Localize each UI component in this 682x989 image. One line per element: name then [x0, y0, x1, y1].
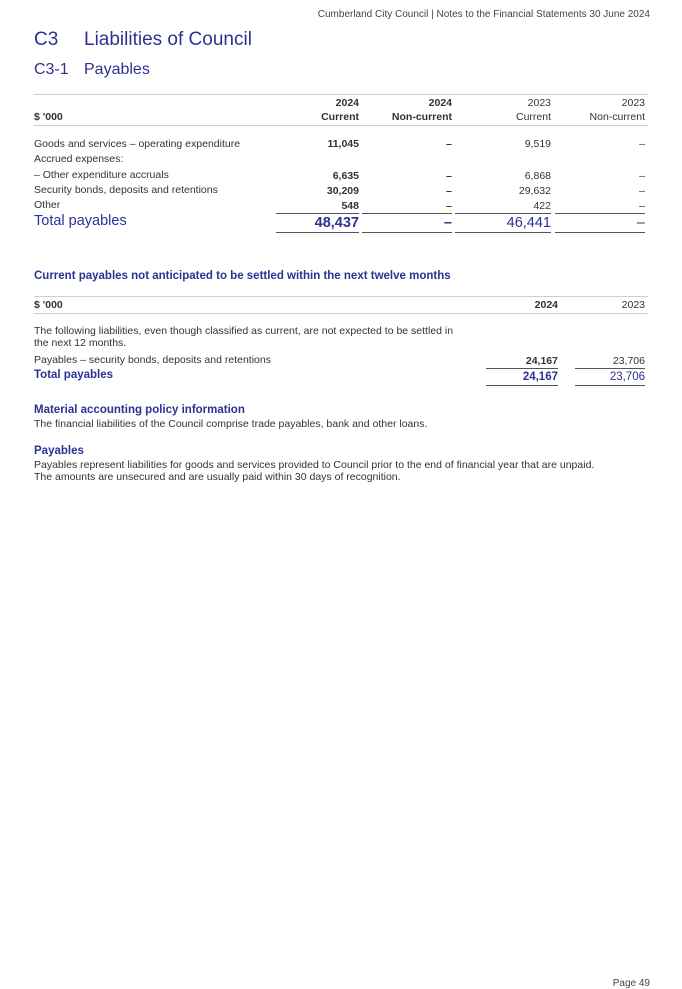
table-cell: – — [639, 138, 645, 150]
policy-text: The financial liabilities of the Council comprise trade payables, bank and other loans. — [34, 418, 428, 430]
not-settled-subtotal-rule — [486, 368, 558, 369]
col-2024-current-year: 2024 — [335, 97, 359, 109]
subtotal-rule — [455, 213, 551, 214]
not-settled-col-2023: 2023 — [621, 299, 645, 311]
col-2023-current-label: Current — [515, 111, 551, 123]
total-payables-label: Total payables — [34, 213, 127, 229]
page-number: Page 49 — [612, 978, 650, 989]
not-settled-title: Current payables not anticipated to be settled within the next twelve months — [34, 270, 451, 282]
total-cell: – — [636, 215, 645, 231]
not-settled-unit: $ '000 — [34, 299, 63, 311]
not-settled-intro-line1: The following liabilities, even though classified as current, are not expected to be settled in — [34, 325, 454, 337]
table-unit-label: $ '000 — [34, 111, 63, 123]
not-settled-header-rule — [34, 313, 648, 314]
not-settled-subtotal-rule — [575, 368, 645, 369]
payables-note-line1: Payables represent liabilities for goods and services provided to Council prior to the end of financial year that are unpaid. — [34, 459, 595, 471]
table-cell: 30,209 — [326, 185, 359, 197]
subsection-number: C3-1 — [34, 61, 69, 78]
not-settled-intro — [34, 325, 453, 349]
subtotal-rule — [555, 213, 645, 214]
page-header: Cumberland City Council | Notes to the Financial Statements 30 June 2024 — [317, 9, 650, 20]
table-cell: 9,519 — [524, 138, 551, 150]
table-cell: 548 — [341, 200, 359, 212]
not-settled-row-label: Payables – security bonds, deposits and retentions — [34, 354, 271, 366]
table-cell: 6,635 — [332, 170, 359, 182]
total-cell: 46,441 — [506, 215, 551, 231]
table-header-rule — [34, 125, 648, 126]
total-rule — [362, 232, 452, 233]
subtotal-rule — [276, 213, 359, 214]
policy-title: Material accounting policy information — [34, 404, 245, 416]
not-settled-total-rule — [575, 385, 645, 386]
table-cell: 29,632 — [518, 185, 551, 197]
total-rule — [555, 232, 645, 233]
payables-note-title: Payables — [34, 445, 84, 457]
subsection-heading — [34, 61, 150, 79]
section-title: Liabilities of Council — [84, 29, 252, 50]
subsection-title: Payables — [84, 61, 150, 78]
not-settled-row-2023: 23,706 — [612, 355, 645, 367]
table-row-label: Goods and services – operating expenditure — [34, 138, 241, 150]
table-row-label: – Other expenditure accruals — [34, 169, 169, 181]
section-heading — [34, 29, 252, 51]
col-2023-noncurrent-label: Non-current — [589, 111, 645, 123]
not-settled-total-label: Total payables — [34, 369, 114, 381]
table-row-label: Security bonds, deposits and retentions — [34, 184, 218, 196]
table-cell: 422 — [533, 200, 551, 212]
not-settled-row-2024: 24,167 — [525, 355, 558, 367]
table-cell: – — [446, 170, 452, 182]
table-cell: – — [446, 200, 452, 212]
table-row-label: Accrued expenses: — [34, 153, 124, 165]
col-2024-noncurrent-label: Non-current — [391, 111, 452, 123]
total-rule — [276, 232, 359, 233]
table-top-rule — [34, 94, 648, 95]
table-cell: – — [639, 170, 645, 182]
table-cell: 11,045 — [327, 138, 359, 150]
table-cell: – — [446, 185, 452, 197]
not-settled-col-2024: 2024 — [534, 299, 558, 311]
total-cell: 48,437 — [314, 215, 359, 231]
col-2024-current-label: Current — [321, 111, 359, 123]
not-settled-intro-line2: the next 12 months. — [34, 337, 127, 349]
table-cell: 6,868 — [524, 170, 551, 182]
not-settled-total-2023: 23,706 — [609, 371, 645, 383]
table-cell: – — [446, 138, 452, 150]
payables-note-line2: The amounts are unsecured and are usually paid within 30 days of recognition. — [34, 471, 401, 483]
col-2023-noncurrent-year: 2023 — [621, 97, 645, 109]
col-2023-current-year: 2023 — [527, 97, 551, 109]
total-rule — [455, 232, 551, 233]
not-settled-total-2024: 24,167 — [522, 371, 558, 383]
table-row-label: Other — [34, 199, 61, 211]
not-settled-top-rule — [34, 296, 648, 297]
table-cell: – — [639, 200, 645, 212]
total-cell: – — [443, 215, 452, 231]
table-cell: – — [639, 185, 645, 197]
subtotal-rule — [362, 213, 452, 214]
col-2024-noncurrent-year: 2024 — [428, 97, 452, 109]
not-settled-total-rule — [486, 385, 558, 386]
section-number: C3 — [34, 29, 59, 50]
